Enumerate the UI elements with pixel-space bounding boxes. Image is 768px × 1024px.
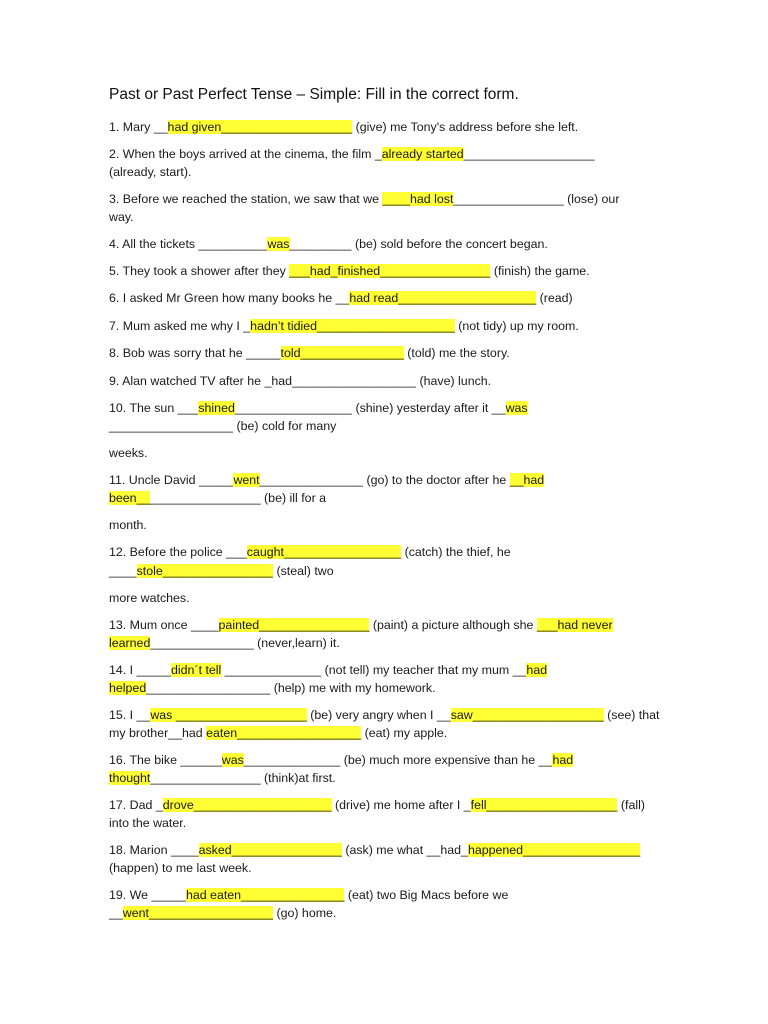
exercise-line (109, 617, 613, 633)
exercise-text: 6. I asked Mr Green how many books he __ (109, 291, 350, 305)
exercise-line (109, 887, 508, 903)
exercise-text: (ask) me what __had_ (341, 843, 468, 857)
answer-highlight: painted________________ (218, 618, 370, 632)
exercise-text: (not tidy) up my room. (454, 319, 579, 333)
exercise-line (109, 146, 595, 162)
exercise-text: 10. The sun ___ (109, 401, 199, 415)
exercise-text: 15. I __ (109, 708, 151, 722)
exercise-line (109, 445, 148, 461)
answer-highlight: didn´t tell (171, 663, 222, 677)
exercise-text: 14. I _____ (109, 663, 172, 677)
exercise-text: (see) that (603, 708, 660, 722)
answer-highlight: ____had lost (382, 192, 454, 206)
exercise-text: 3. Before we reached the station, we saw that we (109, 192, 383, 206)
exercise-text: (eat) my apple. (361, 726, 448, 740)
exercise-line (109, 563, 334, 579)
exercise-text: __________________ (be) cold for many (109, 419, 337, 433)
exercise-text: my brother__had (109, 726, 207, 740)
exercise-line (109, 290, 573, 306)
answer-highlight: had eaten_______________ (185, 888, 345, 902)
exercise-text: (be) very angry when I __ (306, 708, 451, 722)
answer-highlight: ___had never (536, 618, 613, 632)
exercise-text: ________________ (think)at first. (150, 771, 336, 785)
exercise-text: (told) me the story. (403, 346, 510, 360)
answer-highlight: was (221, 753, 244, 767)
exercise-text: (read) (536, 291, 573, 305)
exercise-line (109, 191, 619, 207)
answer-highlight: eaten__________________ (206, 726, 362, 740)
exercise-text: month. (109, 518, 147, 532)
exercise-text: (eat) two Big Macs before we (344, 888, 509, 902)
exercise-text: (give) me Tony's address before she left. (352, 120, 579, 134)
exercise-text: ___________________ (463, 147, 595, 161)
answer-highlight: went (233, 473, 260, 487)
answer-highlight: had given___________________ (167, 120, 353, 134)
exercise-line (109, 590, 190, 606)
exercise-text: 16. The bike ______ (109, 753, 222, 767)
answer-highlight: stole________________ (136, 564, 274, 578)
exercise-text: (finish) the game. (490, 264, 590, 278)
answer-highlight: happened_________________ (467, 843, 641, 857)
answer-highlight: been__ (109, 491, 151, 505)
exercise-line (109, 164, 191, 180)
exercise-line (109, 517, 147, 533)
exercise-line (109, 400, 528, 416)
exercise-line (109, 770, 336, 786)
exercise-text: _______________ (go) to the doctor after he (259, 473, 510, 487)
exercise-line (109, 662, 547, 678)
exercise-text: ____ (109, 564, 137, 578)
exercise-text: ________________ (be) ill for a (150, 491, 327, 505)
exercise-text: ______________ (be) much more expensive than he __ (243, 753, 553, 767)
worksheet-title: Past or Past Perfect Tense – Simple: Fill in the correct form. (109, 86, 519, 103)
answer-highlight: went__________________ (122, 906, 274, 920)
answer-highlight: helped (109, 681, 147, 695)
answer-highlight: had read____________________ (349, 291, 537, 305)
exercise-text: way. (109, 210, 134, 224)
exercise-text: (happen) to me last week. (109, 861, 252, 875)
exercise-line (109, 318, 579, 334)
exercise-text: 5. They took a shower after they (109, 264, 290, 278)
exercise-text: ______________ (not tell) my teacher that my mum __ (221, 663, 527, 677)
exercise-text: (drive) me home after I _ (331, 798, 471, 812)
exercise-line (109, 752, 573, 768)
answer-highlight: ___had_finished________________ (289, 264, 491, 278)
exercise-line (109, 635, 340, 651)
exercise-line (109, 373, 491, 389)
exercise-line (109, 842, 640, 858)
exercise-text: _________________ (shine) yesterday after it __ (234, 401, 506, 415)
answer-highlight: drove____________________ (162, 798, 332, 812)
exercise-line (109, 797, 645, 813)
exercise-text: 4. All the tickets __________ (109, 237, 268, 251)
answer-highlight: fell___________________ (470, 798, 618, 812)
exercise-text: (catch) the thief, he (401, 545, 511, 559)
exercise-text: 13. Mum once ____ (109, 618, 219, 632)
answer-highlight: asked________________ (198, 843, 342, 857)
exercise-line (109, 119, 578, 135)
answer-highlight: __had (509, 473, 545, 487)
exercise-line (109, 905, 336, 921)
exercise-text: 2. When the boys arrived at the cinema, the film _ (109, 147, 382, 161)
exercise-line (109, 725, 447, 741)
exercise-text: (steal) two (273, 564, 334, 578)
answer-highlight: shined (198, 401, 235, 415)
exercise-line (109, 490, 326, 506)
exercise-text: _________ (be) sold before the concert began. (289, 237, 548, 251)
exercise-text: 12. Before the police ___ (109, 545, 247, 559)
answer-highlight: thought (109, 771, 151, 785)
answer-highlight: had (526, 663, 548, 677)
exercise-line (109, 544, 511, 560)
answer-highlight: hadn’t tidied____________________ (250, 319, 455, 333)
exercise-text: (already, start). (109, 165, 192, 179)
exercise-text: 1. Mary __ (109, 120, 168, 134)
exercise-text: __________________ (help) me with my homework. (146, 681, 436, 695)
exercise-text: (paint) a picture although she (369, 618, 537, 632)
exercise-text: 17. Dad _ (109, 798, 163, 812)
exercise-text: 19. We _____ (109, 888, 186, 902)
exercise-text: _______________ (never,learn) it. (150, 636, 340, 650)
answer-highlight: already started (381, 147, 464, 161)
exercise-line (109, 815, 186, 831)
answer-highlight: caught_________________ (246, 545, 402, 559)
answer-highlight: learned (109, 636, 151, 650)
exercise-text: ________________ (lose) our (453, 192, 620, 206)
answer-highlight: had (552, 753, 574, 767)
answer-highlight: was (267, 237, 290, 251)
answer-highlight: told_______________ (280, 346, 404, 360)
exercise-line (109, 345, 510, 361)
answer-highlight: saw___________________ (450, 708, 604, 722)
exercise-text: 9. Alan watched TV after he _had__________________ (have) lunch. (109, 374, 492, 388)
exercise-line (109, 680, 436, 696)
exercise-text: into the water. (109, 816, 187, 830)
answer-highlight: was ___________________ (150, 708, 307, 722)
exercise-text: (go) home. (273, 906, 337, 920)
exercise-text: 18. Marion ____ (109, 843, 199, 857)
exercise-line (109, 860, 252, 876)
exercise-line (109, 209, 134, 225)
exercise-text: 8. Bob was sorry that he _____ (109, 346, 281, 360)
answer-highlight: was (505, 401, 528, 415)
exercise-text: weeks. (109, 446, 148, 460)
exercise-text: more watches. (109, 591, 190, 605)
exercise-text: __ (109, 906, 123, 920)
exercise-line (109, 707, 659, 723)
exercise-text: 11. Uncle David _____ (109, 473, 234, 487)
exercise-text: (fall) (617, 798, 645, 812)
exercise-line (109, 418, 336, 434)
exercise-line (109, 236, 548, 252)
exercise-line (109, 472, 544, 488)
exercise-line (109, 263, 590, 279)
exercise-text: 7. Mum asked me why I _ (109, 319, 251, 333)
